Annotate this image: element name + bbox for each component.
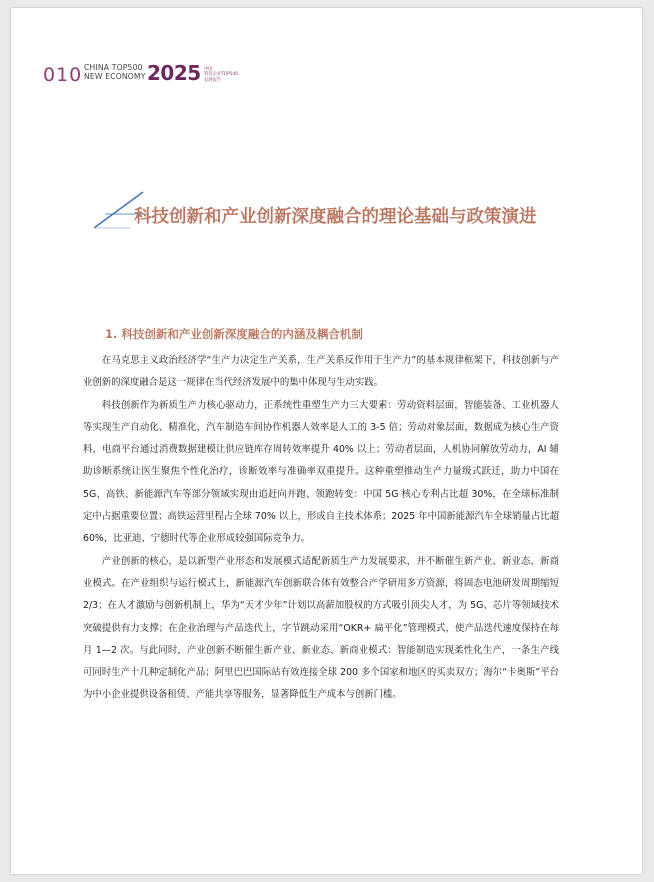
chapter-title: 科技创新和产业创新深度融合的理论基础与政策演进 — [134, 207, 537, 227]
document-page — [11, 8, 642, 874]
page-number: 010 — [43, 64, 83, 86]
paragraph: 在马克思主义政治经济学“生产力决定生产关系，生产关系反作用于生产力”的基本规律框架下，科技创新与产业创新的深度融合是这一规律在当代经济发展中的集中体现与生动实践。 — [83, 355, 559, 389]
brand-cn-line-2: 科技企业TOP500 — [204, 72, 238, 78]
brand-cn-line-3: 发展报告 — [204, 77, 222, 83]
paragraph: 科技创新作为新质生产力核心驱动力，正系统性重塑生产力三大要素：劳动资料层面，智能装备、工业机器人等实现生产自动化、精准化，汽车制造车间协作机器人效率是人工的 3-5 倍；劳动对象层面，数据成为核心生产资料，电商平台通过消费数据建模让供应链库存周转效率提升 40% 以上；劳动者层面，人机协同解放劳动力，AI 辅助诊断系统让医生聚焦个性化治疗，诊断效率与准确率双重提升。这种重塑推动生产力量级式跃迁，助力中国在 5G、高铁、新能源汽车等部分领域实现由追赶向并跑、领跑转变：中国 5G 核心专利占比超 30%，在全球标准制定中占据重要位置；高铁运营里程占全球 70% 以上，形成自主技术体系；2025 年中国新能源汽车全球销量占比超 60%，比亚迪、宁德时代等企业形成较强国际竞争力。 — [83, 399, 559, 545]
brand-chinese — [204, 67, 238, 83]
brand-english — [84, 63, 146, 81]
paragraph: 产业创新的核心，是以新型产业形态和发展模式适配新质生产力发展要求，并不断催生新产业、新业态、新商业模式。在产业组织与运行模式上，新能源汽车创新联合体有效整合产学研用多方资源，将固态电池研发周期缩短 2/3；在人才激励与创新机制上，华为“天才少年”计划以高薪加股权的方式吸引顶尖人才，为 5G、芯片等领域技术突破提供有力支撑；在企业治理与产品迭代上，字节跳动采用“OKR+ 扁平化”管理模式，使产品迭代速度保持在每月 1—2 次。与此同时，产业创新不断催生新产业、新业态、新商业模式：智能制造实现柔性化生产，一条生产线可同时生产十几种定制化产品；阿里巴巴国际站有效连接全球 200 多个国家和地区的买卖双方；海尔“卡奥斯”平台为中小企业提供设备租赁、产能共享等服务，显著降低生产成本与创新门槛。 — [83, 555, 559, 701]
brand-year: 2025 — [147, 61, 201, 85]
section-title: 1. 科技创新和产业创新深度融合的内涵及耦合机制 — [105, 327, 363, 341]
brand-cn-line-1: 中国 — [204, 67, 213, 72]
body-text — [83, 350, 559, 707]
brand-line-2: NEW ECONOMY — [84, 72, 146, 81]
brand-line-1: CHINA TOP500 — [84, 63, 143, 72]
